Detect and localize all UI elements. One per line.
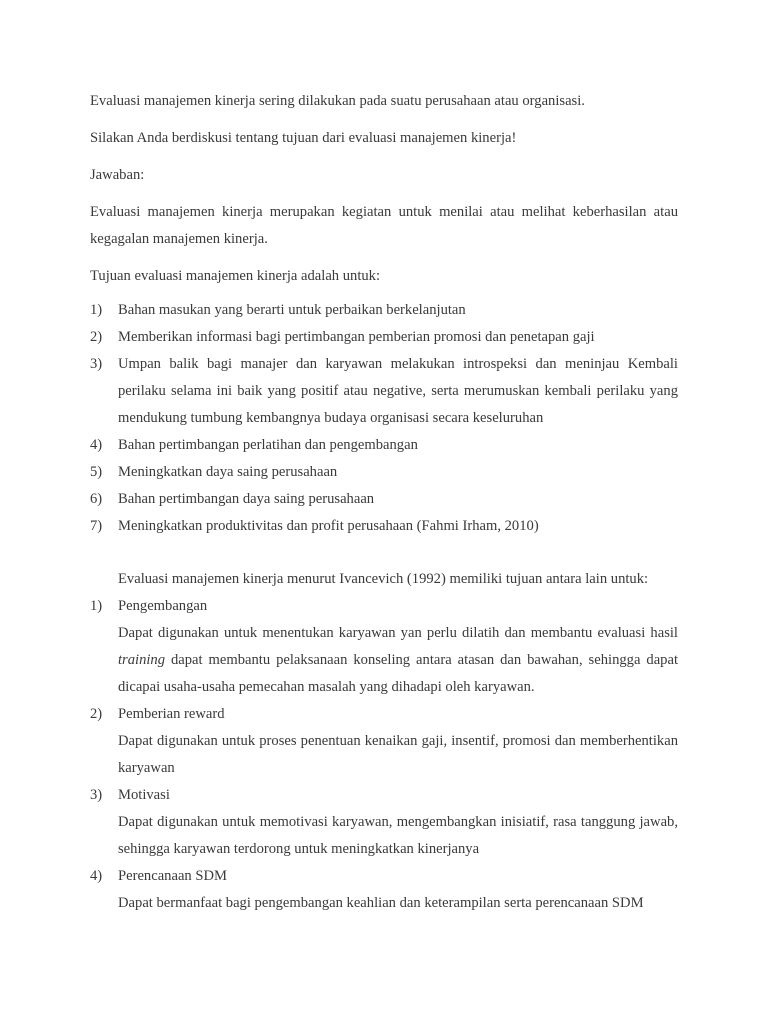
list-number: 4) — [90, 437, 103, 453]
list-item-text: Meningkatkan daya saing perusahaan — [118, 464, 338, 480]
list-item — [90, 486, 678, 513]
goals-heading: Tujuan evaluasi manajemen kinerja adalah untuk: — [90, 268, 381, 284]
discussion-prompt: Silakan Anda berdiskusi tentang tujuan dari evaluasi manajemen kinerja! — [90, 130, 517, 146]
list-item — [90, 459, 678, 486]
list-item-text: Bahan masukan yang berarti untuk perbaikan berkelanjutan — [118, 302, 466, 318]
goals-list — [90, 297, 678, 540]
list-item-text: Bahan pertimbangan perlatihan dan pengembangan — [118, 437, 418, 453]
list-item-text: Umpan balik bagi manajer dan karyawan melakukan introspeksi dan meninjau Kembali perilaku selama ini baik yang positif atau negative, serta merumuskan kembali perilaku yang mendukung tumbung kembangnya budaya organisasi secara keseluruhan — [118, 356, 678, 426]
list-number: 6) — [90, 491, 103, 507]
item-description — [118, 620, 678, 701]
list-number: 5) — [90, 464, 103, 480]
intro-statement: Evaluasi manajemen kinerja sering dilakukan pada suatu perusahaan atau organisasi. — [90, 93, 585, 109]
list-item-motivasi — [90, 782, 678, 863]
item-description: Dapat bermanfaat bagi pengembangan keahlian dan keterampilan serta perencanaan SDM — [118, 895, 644, 911]
description-text: dapat membantu pelaksanaan konseling antara atasan dan bawahan, sehingga dapat dicapai usaha-usaha pemecahan masalah yang dihadapi oleh karyawan. — [118, 652, 678, 695]
item-title: Pengembangan — [118, 598, 208, 614]
list-number: 3) — [90, 787, 103, 803]
list-number: 2) — [90, 329, 103, 345]
list-item-text: Meningkatkan produktivitas dan profit perusahaan (Fahmi Irham, 2010) — [118, 518, 539, 534]
description-text: Dapat digunakan untuk menentukan karyawan yan perlu dilatih dan membantu evaluasi hasil — [118, 625, 678, 641]
italic-term: training — [118, 652, 166, 668]
list-item — [90, 351, 678, 432]
list-item — [90, 513, 678, 540]
definition-paragraph: Evaluasi manajemen kinerja merupakan kegiatan untuk menilai atau melihat keberhasilan atau kegagalan manajemen kinerja. — [90, 204, 678, 247]
list-item-perencanaan-sdm — [90, 863, 678, 917]
list-item-text: Bahan pertimbangan daya saing perusahaan — [118, 491, 375, 507]
list-item — [90, 324, 678, 351]
answer-label: Jawaban: — [90, 167, 145, 183]
item-title: Perencanaan SDM — [118, 868, 228, 884]
list-item-reward — [90, 701, 678, 782]
item-description: Dapat digunakan untuk proses penentuan kenaikan gaji, insentif, promosi dan memberhentikan karyawan — [118, 733, 678, 776]
item-description: Dapat digunakan untuk memotivasi karyawan, mengembangkan inisiatif, rasa tanggung jawab, sehingga karyawan terdorong untuk meningkatkan kinerjanya — [118, 814, 678, 857]
document-page — [90, 88, 678, 917]
ivancevich-heading: Evaluasi manajemen kinerja menurut Ivancevich (1992) memiliki tujuan antara lain untuk: — [118, 571, 649, 587]
ivancevich-list — [90, 593, 678, 917]
list-item — [90, 297, 678, 324]
list-number: 3) — [90, 356, 103, 372]
list-number: 1) — [90, 302, 103, 318]
item-title: Pemberian reward — [118, 706, 225, 722]
list-number: 1) — [90, 598, 103, 614]
list-item-text: Memberikan informasi bagi pertimbangan pemberian promosi dan penetapan gaji — [118, 329, 595, 345]
section-spacer — [90, 540, 678, 566]
list-item-pengembangan — [90, 593, 678, 701]
list-number: 2) — [90, 706, 103, 722]
list-number: 4) — [90, 868, 103, 884]
item-title: Motivasi — [118, 787, 170, 803]
list-item — [90, 432, 678, 459]
list-number: 7) — [90, 518, 103, 534]
